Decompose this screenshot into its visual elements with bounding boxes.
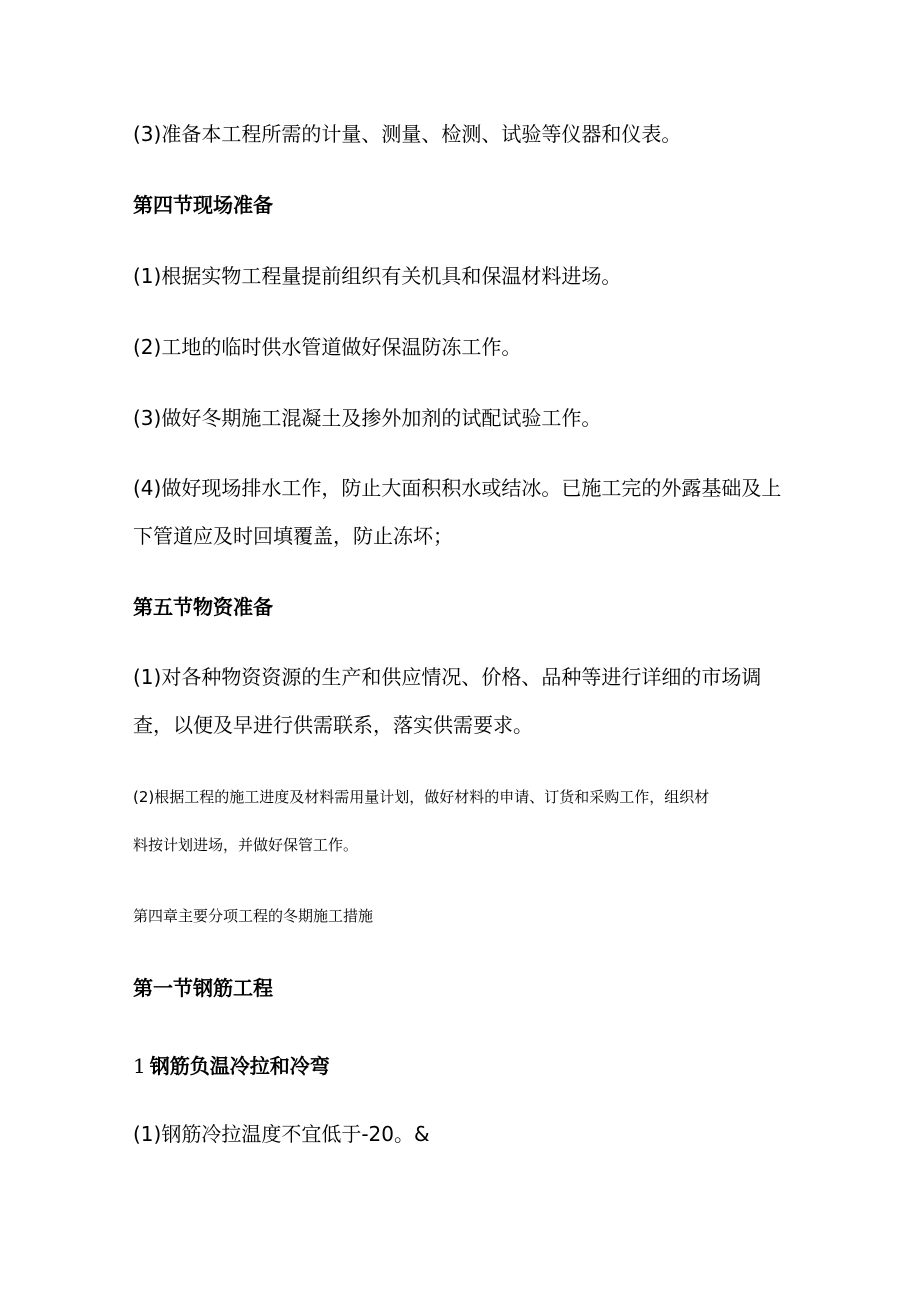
paragraph-line: (1)对各种物资资源的生产和供应情况、价格、品种等进行详细的市场调 xyxy=(133,665,762,689)
paragraph-line: 查，以便及早进行供需联系，落实供需要求。 xyxy=(133,713,533,737)
paragraph-line-small: (2)根据工程的施工进度及材料需用量计划，做好材料的申请、订货和采购工作，组织材 xyxy=(133,788,710,806)
paragraph-line-small: 料按计划进场，并做好保管工作。 xyxy=(133,836,359,854)
paragraph-line: (1)根据实物工程量提前组织有关机具和保温材料进场。 xyxy=(133,264,622,288)
paragraph-line: (3)准备本工程所需的计量、测量、检测、试验等仪器和仪表。 xyxy=(133,122,682,146)
chapter-title: 第四章主要分项工程的冬期施工措施 xyxy=(133,907,374,925)
section-heading: 第一节钢筋工程 xyxy=(133,976,273,1000)
subsection-number: 1 xyxy=(133,1054,146,1078)
paragraph-line: (4)做好现场排水工作，防止大面积积水或结冰。已施工完的外露基础及上 xyxy=(133,476,782,500)
paragraph-line: (2)工地的临时供水管道做好保温防冻工作。 xyxy=(133,335,522,359)
subsection-title: 钢筋负温冷拉和冷弯 xyxy=(149,1054,330,1078)
section-heading: 第五节物资准备 xyxy=(133,595,273,619)
paragraph-line: 下管道应及时回填覆盖，防止冻坏； xyxy=(133,524,453,548)
paragraph-line: (1)钢筋冷拉温度不宜低于-20。& xyxy=(133,1122,430,1146)
subsection-heading xyxy=(133,1054,330,1078)
paragraph-line: (3)做好冬期施工混凝土及掺外加剂的试配试验工作。 xyxy=(133,406,602,430)
section-heading: 第四节现场准备 xyxy=(133,193,273,217)
